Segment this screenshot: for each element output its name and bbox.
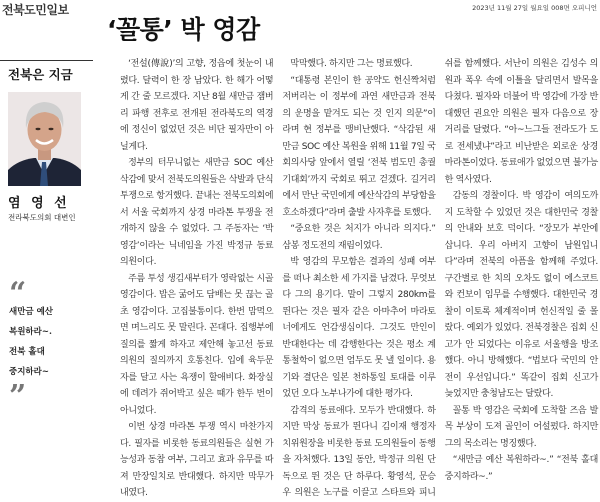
pull-quote-line: 새만금 예산	[9, 307, 54, 317]
pull-quote-line: 중지하라~	[9, 367, 49, 377]
paragraph: “중요한 것은 처지가 아니라 의지다.” 삼봉 정도전의 재림이었다.	[282, 224, 436, 251]
article-title: ‘꼴통’ 박 영감	[107, 15, 260, 44]
paragraph: ‘전설(傳說)’의 고향, 정읍에 첫눈이 내렸다. 달력이 한 장 남았다. 한 해가 어떻게 간 줄 모르겠다. 지난 8월 새만금 잼버리 파행 전후로 전개된 전라북도의 역경에 정신이 없었던 것은 비단 필자만이 아닐게다.	[120, 59, 274, 152]
paragraph: 이번 상경 마라톤 투쟁 역시 마찬가지다. 필자를 비롯한 동료의원들은 실현 가능성과 동참 여부, 그리고 효과 유무를 따져 만장일치로 반대했다. 하지만 막무가내였다.	[120, 422, 274, 498]
close-quote-icon: ”	[9, 379, 27, 414]
pull-quote-line: 복원하라~.	[9, 327, 52, 337]
article-body	[120, 56, 598, 502]
paragraph: 꼴통 박 영감은 국회에 도착할 즈음 발목 부상이 도져 골인이 어설펐다. 하지만 그의 목소리는 명징했다.	[444, 405, 598, 449]
pull-quote-line: 전북 홀대	[9, 347, 45, 357]
pull-quote	[9, 302, 53, 382]
paragraph: 주름 투성 생김새부터가 영락없는 시골 영감이다. 밥은 굶어도 담배는 못 끊는 골초 영감이다. 고집불통이다. 한번 맘먹으면 며느리도 못 말린다. 꼰대다. 집행부에 질의를 짧게 하자고 제안해 놓고선 동료의원의 질의까지 호통친다. 입에 육두문자를 달고 사는 욕쟁이 할애비다. 화장실에 데려가 쥐어박고 싶은 때가 한두 번이 아니었다.	[120, 273, 274, 416]
open-quote-icon: “	[9, 276, 27, 311]
section-heading: 전북은 지금	[8, 67, 73, 82]
paragraph: 정부의 터무니없는 새만금 SOC 예산삭감에 맞서 전북도의원들은 삭발과 단식투쟁으로 항거했다. 끝내는 전북도의회에서 서울 국회까지 상경 마라톤 투쟁을 전개하지 않을 수 없었다. 그 주동자는 ‘박 영감’이라는 닉네임을 가진 박정규 동료의원이다.	[120, 158, 274, 267]
newspaper-logo: 전북도민일보	[2, 3, 69, 17]
paragraph: “대통령 본인이 한 공약도 헌신짝처럼 저버리는 이 정부에 과연 새만금과 전북의 운명을 맡겨도 되는 것 인지 의문”이라며 현 정부를 맹비난했다. “삭감된 새만금 SOC 예산 복원을 위해 11월 7일 국회의사당 앞에서 열릴 ‘전북 범도민 총궐기대회’까지 국회로 뛰고 걷겠다. 길거리에서 만난 국민에게 예산삭감의 부당함을 호소하겠다”라며 출발 사자후를 토했다.	[282, 75, 436, 218]
paragraph: 박 영감의 무모함은 결과의 성패 여부를 떠나 최소한 세 가지를 남겼다. 무엇보다 그의 용기다. 말이 그렇지 280km를 뛴다는 것은 필자 같은 아마추어 마라토너에게도 언감생심이다. 그것도 만인이 반대한다는 데 감행한다는 것은 평소 계통철학이 없으면 엄두도 못 낼 일이다. 용기와 결단은 일본 천하통일 토대를 이루었던 오다 노부나가에 대한 평가다.	[282, 257, 436, 399]
author-role: 전라북도의회 대변인	[8, 213, 76, 222]
dateline: 2023년 11월 27일 월요일 008면 오피니언	[472, 4, 597, 12]
paragraph: 감동의 경찰이다. 박 영감이 여의도까지 도착할 수 있었던 것은 대한민국 경찰의 안내와 보호 덕이다. “장모가 부안에 삽니다. 우리 아버지 고향이 남원입니다”라며 전북의 아픔을 함께해 주었다. 구간별로 한 치의 오차도 없이 에스코트와 컨보이 임무를 수행했다. 대한민국 경찰이 이토록 체계적이며 헌신적일 줄 몰랐다. 예외가 있었다. 전북경찰은 집회 신고가 안 되었다는 이유로 서울행을 방조했다. 아니 방해했다. “법보다 국민의 안전이 우선입니다.” 똑같이 집회 신고가 늦었지만 충청남도는 달랐다.	[444, 191, 598, 399]
author-photo	[8, 92, 81, 186]
author-name: 염 영 선	[8, 196, 70, 211]
paragraph: 막막했다. 하지만 그는 명료했다.	[290, 59, 413, 69]
paragraph: 감격의 동료애다. 모두가 반대했다. 하지만 막상 동료가 뛴다니 김이재 행정자치위원장을 비롯한 동료 도의원들이 동행을 자처했다. 13일 동안, 박정규 의원 단독으로 뛴 것은 단 하루다. 황영석, 문승우 의원은 노구를 이끌고 스타트와 피니쉬를 함께했다. 서난이 의원은 김성수 의원과 폭우 속에 이틀을 달리면서 발목을 다쳤다. 필자와 더불어 박 영감에 가장 반대했던 권요안 의원은 필자 다음으로 장거리를 달렸다. “아~느그들 전라도가 도로 전세냈냐”라고 비난받은 외로운 상경 마라톤이었다. 동료애가 없었으면 불가능한 역사였다.	[282, 59, 598, 498]
paragraph: “새만금 예산 복원하라~.” “전북 홀대 중지하라~.”	[444, 455, 598, 482]
sidebar-divider	[0, 60, 93, 61]
